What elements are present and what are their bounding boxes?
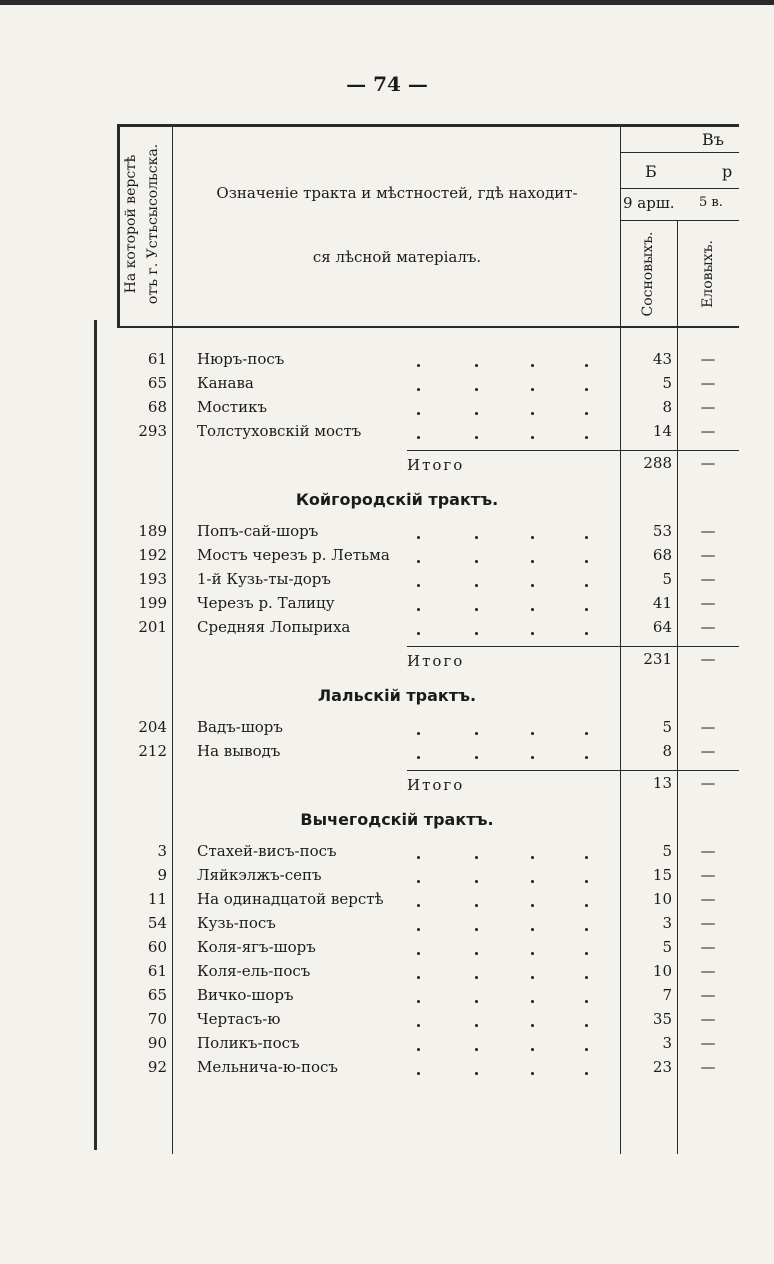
- page-number: — 74 —: [346, 72, 428, 96]
- pine-count: 5: [662, 718, 672, 736]
- leader-dot: [475, 880, 478, 883]
- section-title: Койгородскій трактъ.: [295, 490, 499, 509]
- leader-dot: [417, 880, 420, 883]
- place-name: Поликъ-посъ: [197, 1034, 300, 1052]
- leader-dot: [585, 1072, 588, 1075]
- leader-dot: [531, 560, 534, 563]
- verst-header-line-2: отъ г. Устьсысольска.: [145, 143, 161, 305]
- leader-dot: [585, 976, 588, 979]
- subtotal-rule: [407, 770, 739, 771]
- leader-dot: [475, 1024, 478, 1027]
- leader-dot: [531, 1024, 534, 1027]
- verst-value: 189: [138, 522, 167, 540]
- verst-header-line-1: На которой верстѣ: [123, 154, 139, 294]
- place-name: Черезъ р. Талицу: [197, 594, 335, 612]
- pine-count: 64: [652, 618, 672, 636]
- leader-dot: [585, 412, 588, 415]
- spruce-count: —: [700, 1010, 716, 1028]
- spruce-count: —: [700, 422, 716, 440]
- leader-dot: [531, 732, 534, 735]
- pine-count: 41: [652, 594, 672, 612]
- leader-dot: [417, 1024, 420, 1027]
- leader-dot: [585, 608, 588, 611]
- pine-count: 3: [662, 1034, 672, 1052]
- place-name: Средняя Лопыриха: [197, 618, 351, 636]
- verst-value: 61: [147, 962, 167, 980]
- verst-value: 3: [157, 842, 167, 860]
- leader-dot: [585, 560, 588, 563]
- verst-value: 61: [147, 350, 167, 368]
- place-name: Кузь-посъ: [197, 914, 276, 932]
- place-name: Мельнича-ю-посъ: [197, 1058, 338, 1076]
- leader-dot: [417, 952, 420, 955]
- leader-dot: [585, 388, 588, 391]
- spruce-count: —: [700, 742, 716, 760]
- spruce-count: —: [700, 938, 716, 956]
- place-name: Толстуховскій мостъ: [197, 422, 362, 440]
- table-top-rule: [117, 124, 739, 127]
- place-name: Коля-ягъ-шоръ: [197, 938, 316, 956]
- header-bottom-rule: [117, 326, 739, 328]
- place-name: 1-й Кузь-ты-доръ: [197, 570, 331, 588]
- leader-dot: [531, 1072, 534, 1075]
- leader-dot: [585, 632, 588, 635]
- leader-dot: [585, 1048, 588, 1051]
- subtotal-pine: 288: [643, 454, 672, 472]
- leader-dot: [585, 536, 588, 539]
- pine-count: 5: [662, 842, 672, 860]
- verst-value: 193: [138, 570, 167, 588]
- leader-dot: [475, 632, 478, 635]
- description-header-line-1: Означеніе тракта и мѣстностей, гдѣ находит-: [216, 184, 578, 202]
- pine-count: 43: [652, 350, 672, 368]
- subtotal-spruce: —: [700, 774, 716, 792]
- place-name: Коля-ель-посъ: [197, 962, 311, 980]
- spruce-count: —: [700, 1058, 716, 1076]
- pine-count: 5: [662, 570, 672, 588]
- verst-value: 92: [147, 1058, 167, 1076]
- leader-dot: [475, 904, 478, 907]
- leader-dot: [417, 412, 420, 415]
- leader-dot: [475, 364, 478, 367]
- spruce-count: —: [700, 350, 716, 368]
- pine-count: 5: [662, 374, 672, 392]
- leader-dot: [475, 560, 478, 563]
- verst-value: 65: [147, 374, 167, 392]
- spruce-count: —: [700, 522, 716, 540]
- place-name: Попъ-сай-шоръ: [197, 522, 319, 540]
- leader-dot: [585, 436, 588, 439]
- subtotal-pine: 13: [652, 774, 672, 792]
- place-name: Нюръ-посъ: [197, 350, 285, 368]
- leader-dot: [417, 608, 420, 611]
- verst-value: 60: [147, 938, 167, 956]
- group-size-label-2: 5 в.: [699, 195, 723, 210]
- pine-header: Сосновыхъ.: [640, 231, 656, 317]
- pine-count: 53: [652, 522, 672, 540]
- spruce-count: —: [700, 718, 716, 736]
- leader-dot: [417, 1048, 420, 1051]
- leader-dot: [417, 928, 420, 931]
- group-rule-1: [620, 152, 739, 153]
- leader-dot: [531, 412, 534, 415]
- leader-dot: [475, 1072, 478, 1075]
- leader-dot: [531, 632, 534, 635]
- pine-count: 23: [652, 1058, 672, 1076]
- spruce-header: Еловыхъ.: [700, 240, 716, 308]
- binding-edge: [94, 320, 97, 1150]
- place-name: Вадъ-шоръ: [197, 718, 283, 736]
- header-left-rule: [117, 124, 120, 328]
- leader-dot: [531, 536, 534, 539]
- group-header-b: Б: [645, 162, 657, 181]
- leader-dot: [417, 560, 420, 563]
- leader-dot: [585, 732, 588, 735]
- leader-dot: [531, 928, 534, 931]
- place-name: Канава: [197, 374, 254, 392]
- spruce-count: —: [700, 1034, 716, 1052]
- spruce-count: —: [700, 374, 716, 392]
- spruce-count: —: [700, 890, 716, 908]
- leader-dot: [475, 584, 478, 587]
- verst-value: 204: [138, 718, 167, 736]
- leader-dot: [417, 856, 420, 859]
- place-name: Мостикъ: [197, 398, 268, 416]
- leader-dot: [475, 732, 478, 735]
- leader-dot: [585, 880, 588, 883]
- subtotal-rule: [407, 646, 739, 647]
- leader-dot: [531, 976, 534, 979]
- leader-dot: [531, 364, 534, 367]
- leader-dot: [585, 1024, 588, 1027]
- leader-dot: [585, 584, 588, 587]
- leader-dot: [531, 1048, 534, 1051]
- leader-dot: [417, 584, 420, 587]
- leader-dot: [417, 756, 420, 759]
- subtotal-pine: 231: [643, 650, 672, 668]
- leader-dot: [475, 436, 478, 439]
- leader-dot: [585, 856, 588, 859]
- leader-dot: [585, 928, 588, 931]
- verst-value: 70: [147, 1010, 167, 1028]
- leader-dot: [531, 880, 534, 883]
- subtotal-label: Итого: [407, 776, 465, 794]
- spruce-count: —: [700, 866, 716, 884]
- leader-dot: [417, 388, 420, 391]
- group-header-r: р: [722, 162, 733, 181]
- group-size-label: 9 арш.: [623, 194, 675, 212]
- verst-value: 199: [138, 594, 167, 612]
- spruce-count: —: [700, 962, 716, 980]
- spruce-count: —: [700, 842, 716, 860]
- verst-value: 293: [138, 422, 167, 440]
- description-header-line-2: ся лѣсной матеріалъ.: [312, 248, 482, 266]
- leader-dot: [417, 1000, 420, 1003]
- leader-dot: [475, 608, 478, 611]
- spruce-count: —: [700, 618, 716, 636]
- place-name: Мостъ черезъ р. Летьма: [197, 546, 390, 564]
- leader-dot: [417, 732, 420, 735]
- spruce-count: —: [700, 398, 716, 416]
- pine-count: 10: [652, 890, 672, 908]
- spruce-count: —: [700, 986, 716, 1004]
- bleed-through-text: ⠀: [447, 140, 458, 156]
- leader-dot: [531, 904, 534, 907]
- verst-column-rule: [172, 124, 173, 1154]
- leader-dot: [585, 952, 588, 955]
- leader-dot: [585, 364, 588, 367]
- verst-value: 9: [157, 866, 167, 884]
- group-rule-2: [620, 188, 739, 189]
- leader-dot: [475, 856, 478, 859]
- group-rule-3: [620, 220, 739, 221]
- place-name: Ляйкэлжъ-сепъ: [197, 866, 322, 884]
- group-header-top: Въ: [702, 130, 724, 149]
- verst-value: 212: [138, 742, 167, 760]
- leader-dot: [585, 904, 588, 907]
- leader-dot: [417, 1072, 420, 1075]
- timber-table: [117, 124, 739, 1154]
- leader-dot: [475, 388, 478, 391]
- verst-value: 192: [138, 546, 167, 564]
- spruce-count: —: [700, 914, 716, 932]
- verst-value: 201: [138, 618, 167, 636]
- leader-dot: [531, 952, 534, 955]
- page-top-edge: [0, 0, 774, 5]
- pine-count: 68: [652, 546, 672, 564]
- subtotal-rule: [407, 450, 739, 451]
- pine-count: 5: [662, 938, 672, 956]
- place-name: На одинадцатой верстѣ: [197, 890, 384, 908]
- leader-dot: [417, 976, 420, 979]
- leader-dot: [475, 928, 478, 931]
- pine-count: 15: [652, 866, 672, 884]
- leader-dot: [531, 608, 534, 611]
- verst-value: 65: [147, 986, 167, 1004]
- section-title: Лальскій трактъ.: [317, 686, 477, 705]
- verst-value: 68: [147, 398, 167, 416]
- spruce-count: —: [700, 594, 716, 612]
- subtotal-label: Итого: [407, 456, 465, 474]
- leader-dot: [531, 584, 534, 587]
- pine-column-left-rule: [620, 124, 621, 1154]
- pine-count: 8: [662, 398, 672, 416]
- leader-dot: [475, 976, 478, 979]
- verst-value: 54: [147, 914, 167, 932]
- leader-dot: [417, 436, 420, 439]
- place-name: На выводъ: [197, 742, 281, 760]
- leader-dot: [475, 756, 478, 759]
- leader-dot: [585, 1000, 588, 1003]
- leader-dot: [531, 856, 534, 859]
- leader-dot: [417, 632, 420, 635]
- leader-dot: [531, 1000, 534, 1003]
- pine-count: 3: [662, 914, 672, 932]
- place-name: Стахей-висъ-посъ: [197, 842, 337, 860]
- leader-dot: [475, 1000, 478, 1003]
- leader-dot: [531, 756, 534, 759]
- subtotal-spruce: —: [700, 454, 716, 472]
- verst-value: 11: [147, 890, 167, 908]
- pine-count: 8: [662, 742, 672, 760]
- spruce-count: —: [700, 570, 716, 588]
- pine-count: 35: [652, 1010, 672, 1028]
- pine-count: 7: [662, 986, 672, 1004]
- leader-dot: [417, 904, 420, 907]
- leader-dot: [531, 436, 534, 439]
- spruce-column-left-rule: [677, 220, 678, 1154]
- pine-count: 14: [652, 422, 672, 440]
- subtotal-spruce: —: [700, 650, 716, 668]
- verst-value: 90: [147, 1034, 167, 1052]
- leader-dot: [417, 364, 420, 367]
- subtotal-label: Итого: [407, 652, 465, 670]
- leader-dot: [475, 1048, 478, 1051]
- place-name: Чертасъ-ю: [197, 1010, 281, 1028]
- leader-dot: [531, 388, 534, 391]
- leader-dot: [475, 536, 478, 539]
- leader-dot: [475, 412, 478, 415]
- pine-count: 10: [652, 962, 672, 980]
- leader-dot: [417, 536, 420, 539]
- leader-dot: [475, 952, 478, 955]
- place-name: Вичко-шоръ: [197, 986, 294, 1004]
- leader-dot: [585, 756, 588, 759]
- spruce-count: —: [700, 546, 716, 564]
- section-title: Вычегодскій трактъ.: [300, 810, 494, 829]
